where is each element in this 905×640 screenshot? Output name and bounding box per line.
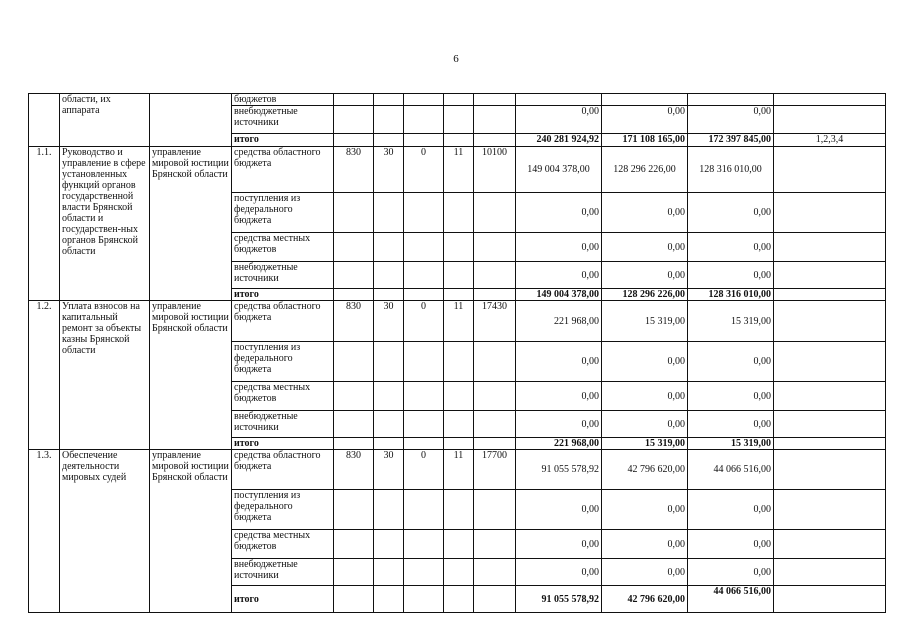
table-row [29, 147, 886, 193]
total-cell: 128 316 010,00 [688, 289, 774, 301]
value-cell: 15 319,00 [688, 301, 774, 342]
value-cell: 0,00 [688, 490, 774, 530]
page-number: 6 [453, 53, 459, 65]
value-cell [516, 94, 602, 106]
value-cell: 0,00 [688, 530, 774, 559]
value-cell: 0,00 [602, 233, 688, 262]
code-gr: 830 [334, 147, 374, 193]
value-cell: 149 004 378,00 [516, 147, 602, 193]
code-rz: 30 [374, 301, 404, 342]
value-cell: 15 319,00 [602, 301, 688, 342]
funding-source: средства местных бюджетов [232, 233, 334, 262]
item-number: 1.2. [29, 301, 60, 450]
executor: управление мировой юстиции Брянской области [150, 147, 232, 301]
funding-source: внебюджетные источники [232, 106, 334, 134]
value-cell: 0,00 [602, 559, 688, 586]
code-ks: 11 [444, 147, 474, 193]
value-cell: 0,00 [516, 262, 602, 289]
value-cell: 0,00 [602, 342, 688, 382]
measure-name: Руководство и управление в сфере установленных функций органов государственной власти Брянской области и государствен-ных органов Брянской области [60, 147, 150, 301]
value-cell: 0,00 [516, 559, 602, 586]
code-cs: 17700 [474, 450, 516, 490]
value-cell: 0,00 [602, 411, 688, 438]
total-cell: 91 055 578,92 [516, 586, 602, 613]
value-cell: 221 968,00 [516, 301, 602, 342]
value-cell: 0,00 [602, 262, 688, 289]
total-label: итого [232, 438, 334, 450]
code-cs: 17430 [474, 301, 516, 342]
funding-source: внебюджетные источники [232, 262, 334, 289]
value-cell: 0,00 [688, 106, 774, 134]
value-cell: 0,00 [602, 490, 688, 530]
value-cell: 0,00 [602, 193, 688, 233]
funding-source: поступления из федерального бюджета [232, 193, 334, 233]
code-ks: 11 [444, 301, 474, 342]
value-cell [602, 94, 688, 106]
total-cell: 128 296 226,00 [602, 289, 688, 301]
value-cell: 0,00 [688, 559, 774, 586]
code-gr: 830 [334, 301, 374, 342]
code-rz: 30 [374, 147, 404, 193]
total-label: итого [232, 134, 334, 147]
code-rz: 30 [374, 450, 404, 490]
total-cell: 149 004 378,00 [516, 289, 602, 301]
total-cell: 221 968,00 [516, 438, 602, 450]
value-cell: 0,00 [516, 342, 602, 382]
total-cell: 240 281 924,92 [516, 134, 602, 147]
funding-source: средства областного бюджета [232, 450, 334, 490]
measure-name: области, их аппарата [60, 94, 150, 147]
executor: управление мировой юстиции Брянской области [150, 450, 232, 613]
target-reference: 1,2,3,4 [774, 134, 886, 147]
total-cell: 172 397 845,00 [688, 134, 774, 147]
value-cell: 0,00 [688, 193, 774, 233]
item-number: 1.1. [29, 147, 60, 301]
code-pr: 0 [404, 147, 444, 193]
value-cell: 91 055 578,92 [516, 450, 602, 490]
value-cell: 42 796 620,00 [602, 450, 688, 490]
funding-source: бюджетов [232, 94, 334, 106]
value-cell: 0,00 [602, 530, 688, 559]
funding-source: внебюджетные источники [232, 559, 334, 586]
funding-source: поступления из федерального бюджета [232, 342, 334, 382]
code-cs: 10100 [474, 147, 516, 193]
value-cell: 0,00 [688, 342, 774, 382]
value-cell: 0,00 [516, 193, 602, 233]
item-number: 1.3. [29, 450, 60, 613]
code-gr: 830 [334, 450, 374, 490]
total-cell: 15 319,00 [602, 438, 688, 450]
code-ks: 11 [444, 450, 474, 490]
funding-source: внебюджетные источники [232, 411, 334, 438]
value-cell [688, 94, 774, 106]
funding-source: средства местных бюджетов [232, 382, 334, 411]
budget-table [28, 93, 886, 613]
value-cell: 0,00 [688, 262, 774, 289]
total-cell: 15 319,00 [688, 438, 774, 450]
code-pr: 0 [404, 301, 444, 342]
total-cell: 44 066 516,00 [688, 586, 774, 613]
value-cell: 0,00 [516, 411, 602, 438]
total-label: итого [232, 289, 334, 301]
funding-source: средства местных бюджетов [232, 530, 334, 559]
value-cell: 0,00 [688, 411, 774, 438]
funding-source: поступления из федерального бюджета [232, 490, 334, 530]
table-row [29, 94, 886, 106]
table-row [29, 450, 886, 490]
code-pr: 0 [404, 450, 444, 490]
value-cell: 0,00 [516, 382, 602, 411]
value-cell: 128 316 010,00 [688, 147, 774, 193]
total-cell: 42 796 620,00 [602, 586, 688, 613]
value-cell: 44 066 516,00 [688, 450, 774, 490]
value-cell: 0,00 [602, 382, 688, 411]
value-cell: 0,00 [602, 106, 688, 134]
table-row [29, 301, 886, 342]
funding-source: средства областного бюджета [232, 147, 334, 193]
value-cell: 0,00 [516, 233, 602, 262]
measure-name: Уплата взносов на капитальный ремонт за объекты казны Брянской области [60, 301, 150, 450]
measure-name: Обеспечение деятельности мировых судей [60, 450, 150, 613]
funding-source: средства областного бюджета [232, 301, 334, 342]
total-cell: 171 108 165,00 [602, 134, 688, 147]
value-cell: 0,00 [516, 490, 602, 530]
value-cell: 0,00 [516, 106, 602, 134]
value-cell: 0,00 [688, 382, 774, 411]
value-cell: 0,00 [688, 233, 774, 262]
total-label: итого [232, 586, 334, 613]
value-cell: 128 296 226,00 [602, 147, 688, 193]
executor: управление мировой юстиции Брянской области [150, 301, 232, 450]
value-cell: 0,00 [516, 530, 602, 559]
